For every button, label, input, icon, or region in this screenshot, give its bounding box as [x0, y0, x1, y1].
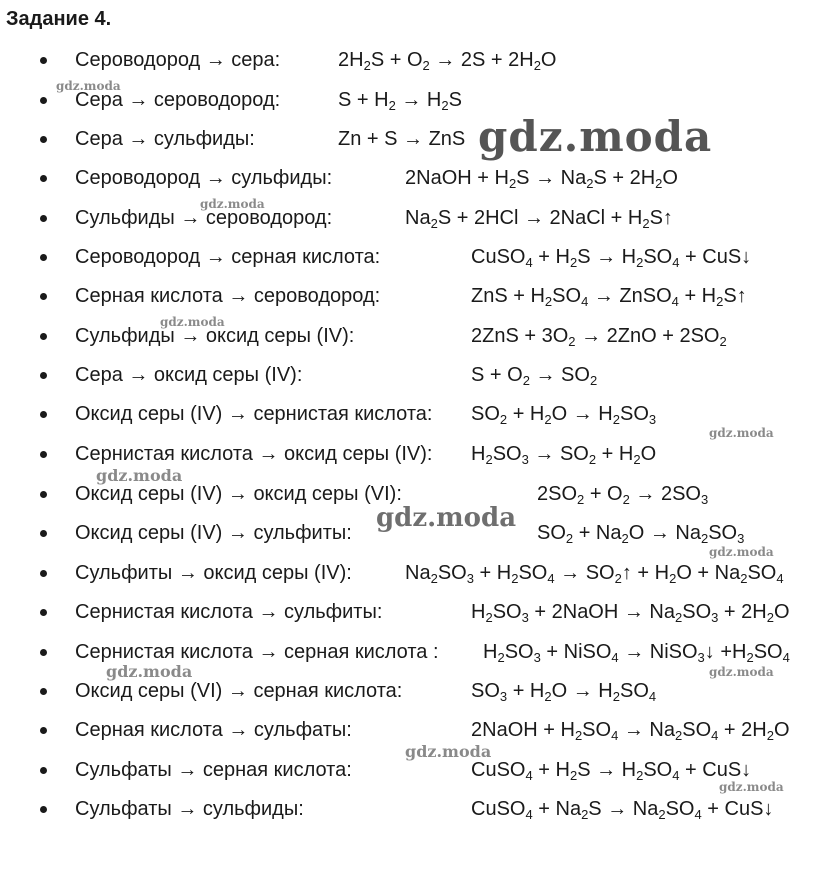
transformation-label: Оксид серы (IV) → сульфиты:: [75, 522, 352, 544]
reaction-row: [0, 598, 835, 632]
bullet-icon: [40, 293, 47, 300]
transformation-label: Сероводород → сульфиды:: [75, 167, 333, 189]
bullet-icon: [40, 254, 47, 261]
bullet-icon: [40, 333, 47, 340]
transformation-label: Оксид серы (IV) → оксид серы (VI):: [75, 483, 402, 505]
watermark: gdz.moda: [478, 112, 713, 161]
watermark: gdz.moda: [376, 503, 517, 533]
reaction-row: [0, 164, 835, 198]
transformation-label: Серная кислота → сероводород:: [75, 285, 381, 307]
watermark: gdz.moda: [719, 780, 784, 794]
reaction-row: [0, 46, 835, 80]
watermark: gdz.moda: [405, 742, 492, 761]
bullet-icon: [40, 727, 47, 734]
reaction-equation: $SO_3 + H_2O \to H_2SO_4$: [471, 680, 657, 704]
watermark: gdz.moda: [96, 466, 183, 485]
bullet-icon: [40, 411, 47, 418]
reaction-equation: $H_2SO_3 \to SO_2 + H_2O$: [471, 443, 657, 467]
page-title: Задание 4.: [6, 8, 112, 30]
watermark: gdz.moda: [200, 197, 265, 211]
reaction-equation: 2NaOH + $H_2SO_4 \to Na_2SO_4 + 2H_2O$: [471, 719, 790, 743]
reaction-equation: $SO_2 + Na_2O \to Na_2SO_3$: [537, 522, 745, 546]
reaction-equation: $Na_2SO_3 + H_2SO_4$ → $SO_2↑ + H_2O + Na_2SO_4$: [405, 562, 784, 586]
bullet-icon: [40, 609, 47, 616]
transformation-label: Сульфиды → оксид серы (IV):: [75, 325, 355, 347]
reaction-row: [0, 559, 835, 593]
bullet-icon: [40, 806, 47, 813]
bullet-icon: [40, 451, 47, 458]
bullet-icon: [40, 530, 47, 537]
reaction-equation: CuSO$_4$ + $Na_2S \to Na_2SO_4$ + CuS↓: [471, 798, 774, 822]
transformation-label: Сероводород → сера:: [75, 49, 281, 71]
transformation-label: Сернистая кислота → серная кислота :: [75, 641, 439, 663]
reaction-equation: $H_2SO_3$ + 2NaOH → $Na_2SO_3 + 2H_2O$: [471, 601, 790, 625]
watermark: gdz.moda: [106, 662, 193, 681]
transformation-label: Сероводород → серная кислота:: [75, 246, 381, 268]
bullet-icon: [40, 57, 47, 64]
watermark: gdz.moda: [56, 79, 121, 93]
transformation-label: Сера → сульфиды:: [75, 128, 255, 150]
reaction-row: [0, 361, 835, 395]
watermark: gdz.moda: [709, 665, 774, 679]
bullet-icon: [40, 767, 47, 774]
reaction-equation: $2H_2S + O_2 \to 2S + 2H_2O$: [338, 49, 557, 73]
transformation-label: Сульфаты → сульфиды:: [75, 798, 304, 820]
transformation-label: Сернистая кислота → сульфиты:: [75, 601, 383, 623]
bullet-icon: [40, 175, 47, 182]
reaction-equation: $H_2SO_3$ + NiSO$_4$ → NiSO$_3$↓ $+H_2SO_4$: [483, 641, 790, 665]
bullet-icon: [40, 688, 47, 695]
reaction-equation: CuSO$_4$ + $H_2S \to H_2SO_4$ + CuS↓: [471, 759, 752, 783]
reaction-equation: CuSO$_4$ + $H_2S \to H_2SO_4$ + CuS↓: [471, 246, 752, 270]
reaction-row: [0, 243, 835, 277]
reaction-row: [0, 204, 835, 238]
watermark: gdz.moda: [160, 315, 225, 329]
reaction-row: [0, 795, 835, 829]
transformation-label: Сера → сероводород:: [75, 89, 281, 111]
transformation-label: Оксид серы (IV) → сернистая кислота:: [75, 403, 433, 425]
bullet-icon: [40, 649, 47, 656]
transformation-label: Сернистая кислота → оксид серы (IV):: [75, 443, 433, 465]
transformation-label: Оксид серы (VI) → серная кислота:: [75, 680, 403, 702]
bullet-icon: [40, 570, 47, 577]
watermark: gdz.moda: [709, 545, 774, 559]
transformation-label: Сульфаты → серная кислота:: [75, 759, 352, 781]
watermark: gdz.moda: [709, 426, 774, 440]
reaction-equation: $Na_2S + 2HCl$ → 2NaCl + $H_2S↑$: [405, 207, 673, 231]
bullet-icon: [40, 215, 47, 222]
reaction-row: [0, 282, 835, 316]
reaction-equation: Zn + S → ZnS: [338, 128, 466, 150]
reaction-equation: $2SO_2 + O_2 \to 2SO_3$: [537, 483, 709, 507]
reaction-equation: $S + H_2 \to H_2S$: [338, 89, 462, 113]
bullet-icon: [40, 372, 47, 379]
bullet-icon: [40, 136, 47, 143]
transformation-label: Сульфиты → оксид серы (IV):: [75, 562, 352, 584]
reaction-equation: ZnS + $H_2SO_4$ → ZnSO$_4$ + $H_2S↑$: [471, 285, 747, 309]
reaction-equation: 2NaOH + $H_2S \to Na_2S + 2H_2O$: [405, 167, 678, 191]
reaction-equation: $2ZnS + 3O_2 \to 2ZnO + 2SO_2$: [471, 325, 727, 349]
reaction-row: [0, 677, 835, 711]
bullet-icon: [40, 97, 47, 104]
bullet-icon: [40, 491, 47, 498]
reaction-equation: $S + O_2 \to SO_2$: [471, 364, 598, 388]
reaction-equation: $SO_2 + H_2O \to H_2SO_3$: [471, 403, 657, 427]
reaction-row: [0, 322, 835, 356]
transformation-label: Серная кислота → сульфаты:: [75, 719, 352, 741]
transformation-label: Сульфиды → сероводород:: [75, 207, 333, 229]
reaction-row: [0, 756, 835, 790]
transformation-label: Сера → оксид серы (IV):: [75, 364, 303, 386]
